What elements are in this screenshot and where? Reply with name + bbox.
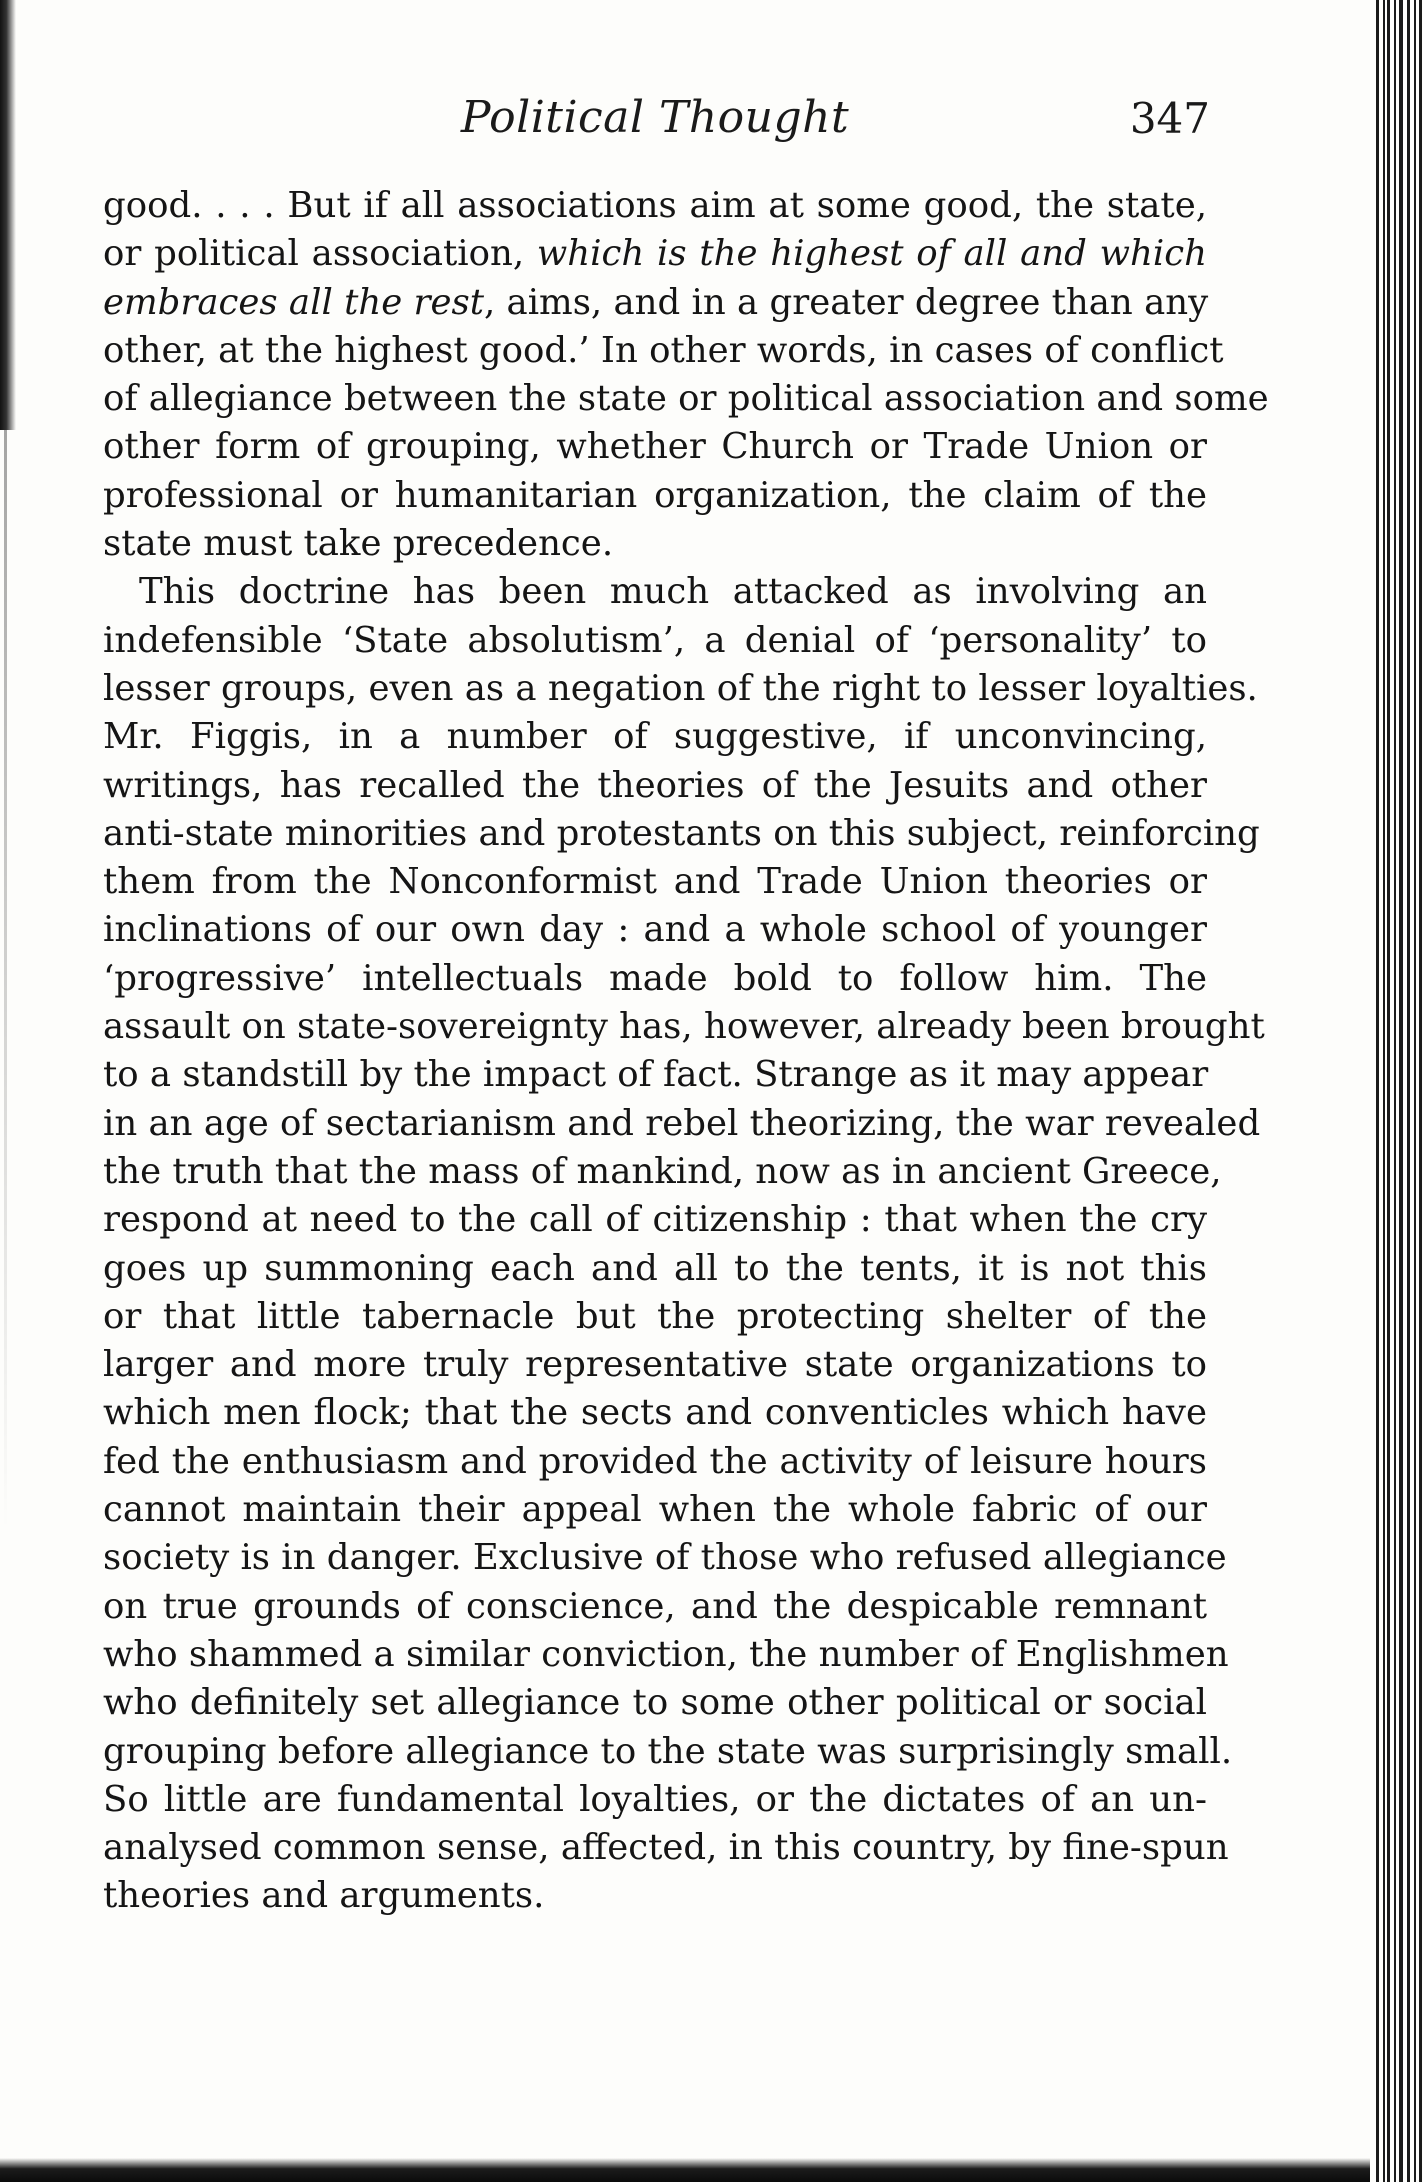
text-line: [103, 1872, 1207, 1920]
text-line: [103, 327, 1224, 375]
text-segment: professional or humanitarian organization, the claim of the: [103, 474, 1207, 516]
text-line: [103, 1534, 1227, 1582]
text-segment: respond at need to the call of citizenship : that when the cry: [103, 1199, 1207, 1241]
text-line: [103, 665, 1258, 713]
text-line: [103, 182, 1207, 230]
text-line: [103, 1824, 1229, 1872]
text-line: [103, 1631, 1229, 1679]
italic-text: embraces all the rest: [103, 281, 484, 323]
text-line: [103, 568, 1207, 616]
text-segment: inclinations of our own day : and a whole school of younger: [103, 909, 1207, 951]
text-line: [103, 1341, 1207, 1389]
running-title: Political Thought: [460, 92, 850, 143]
body-text: [103, 182, 1269, 1921]
scan-edge-line: [4, 430, 7, 1530]
text-segment: So little are fundamental loyalties, or the dictates of an un-: [103, 1778, 1207, 1820]
text-line: [103, 1196, 1207, 1244]
page-header: [100, 92, 1210, 162]
text-line: [103, 762, 1207, 810]
text-line: [103, 423, 1207, 471]
text-segment: state must take precedence.: [103, 523, 614, 565]
text-line: [103, 1389, 1207, 1437]
text-line: [103, 279, 1207, 327]
text-segment: on true grounds of conscience, and the despicable remnant: [103, 1585, 1207, 1627]
text-segment: of allegiance between the state or political association and some: [103, 378, 1269, 420]
text-line: [103, 1100, 1261, 1148]
paragraph: [103, 182, 1269, 568]
text-segment: ‘progressive’ intellectuals made bold to follow him. The: [103, 957, 1207, 999]
text-segment: who shammed a similar conviction, the number of Englishmen: [103, 1633, 1229, 1675]
text-segment: indefensible ‘State absolutism’, a denial of ‘personality’ to: [103, 619, 1207, 661]
text-segment: which men flock; that the sects and conventicles which have: [103, 1392, 1207, 1434]
text-segment: grouping before allegiance to the state was surprisingly small.: [103, 1730, 1233, 1772]
text-line: [103, 472, 1207, 520]
paragraph: [103, 568, 1265, 1920]
text-segment: society is in danger. Exclusive of those who refused allegiance: [103, 1537, 1227, 1579]
text-line: [103, 1003, 1265, 1051]
text-segment: good. . . . But if all associations aim at some good, the state,: [103, 185, 1207, 226]
text-segment: anti-state minorities and protestants on this subject, reinforcing: [103, 812, 1260, 854]
text-line: [103, 1245, 1207, 1293]
text-segment: , aims, and in a greater degree than any: [483, 281, 1209, 323]
text-segment: fed the enthusiasm and provided the activity of leisure hours: [103, 1440, 1207, 1482]
text-segment: assault on state-sovereignty has, however, already been brought: [103, 1006, 1265, 1048]
text-segment: who definitely set allegiance to some other political or social: [103, 1682, 1207, 1724]
text-segment: other, at the highest good.’ In other words, in cases of conflict: [103, 329, 1224, 371]
text-segment: analysed common sense, affected, in this country, by fine-spun: [103, 1827, 1229, 1869]
text-line: [103, 1051, 1207, 1099]
text-line: [103, 858, 1207, 906]
book-binding-edge: [1377, 0, 1423, 2182]
scan-gutter-shadow: [0, 0, 16, 430]
text-line: [103, 617, 1207, 665]
text-segment: writings, has recalled the theories of the Jesuits and other: [103, 764, 1207, 806]
text-line: [103, 1438, 1207, 1486]
text-segment: in an age of sectarianism and rebel theorizing, the war revealed: [103, 1102, 1261, 1144]
text-line: [103, 1679, 1207, 1727]
text-segment: other form of grouping, whether Church or Trade Union or: [103, 426, 1207, 468]
text-line: [103, 1293, 1207, 1341]
text-segment: cannot maintain their appeal when the whole fabric of our: [103, 1489, 1207, 1531]
text-line: [103, 1148, 1222, 1196]
text-segment: larger and more truly representative state organizations to: [103, 1344, 1207, 1386]
text-line: [103, 375, 1269, 423]
text-line: [103, 230, 1207, 278]
scan-bottom-shadow: [0, 2158, 1370, 2182]
text-line: [103, 1728, 1233, 1776]
text-segment: to a standstill by the impact of fact. Strange as it may appear: [103, 1054, 1209, 1096]
text-segment: or political association,: [103, 233, 537, 275]
text-line: [103, 1486, 1207, 1534]
text-segment: Mr. Figgis, in a number of suggestive, if unconvincing,: [103, 716, 1207, 758]
text-segment: lesser groups, even as a negation of the right to lesser loyalties.: [103, 667, 1258, 709]
text-segment: or that little tabernacle but the protecting shelter of the: [103, 1295, 1207, 1337]
text-line: [103, 1583, 1207, 1631]
text-line: [103, 1776, 1207, 1824]
text-line: [103, 955, 1207, 1003]
italic-text: which is the highest of all and which: [536, 233, 1207, 275]
text-segment: the truth that the mass of mankind, now as in ancient Greece,: [103, 1150, 1222, 1192]
text-line: [103, 520, 1207, 568]
text-segment: them from the Nonconformist and Trade Union theories or: [103, 861, 1207, 903]
page-number: 347: [1129, 94, 1210, 143]
text-line: [103, 810, 1260, 858]
text-segment: This doctrine has been much attacked as involving an: [139, 571, 1207, 613]
text-line: [103, 713, 1207, 761]
text-line: [103, 906, 1207, 954]
text-segment: theories and arguments.: [103, 1875, 545, 1917]
text-segment: goes up summoning each and all to the tents, it is not this: [103, 1247, 1207, 1289]
